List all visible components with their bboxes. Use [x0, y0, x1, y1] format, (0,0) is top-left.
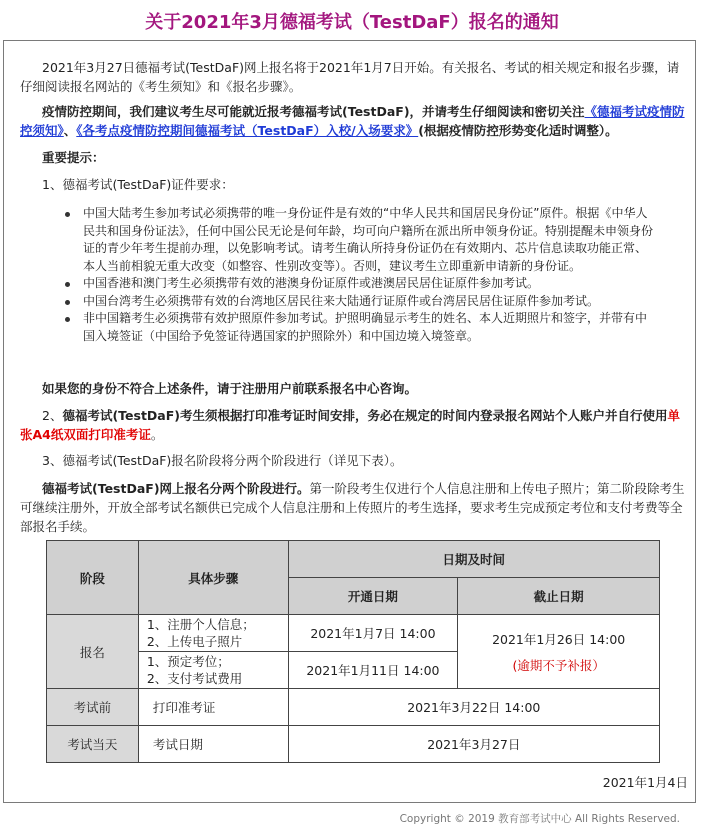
epidemic-tail: (根据疫情防控形势变化适时调整）。 [418, 123, 618, 138]
two-phase-rest: 第一阶段考生仅进行个人信息注册和上传电子照片；第二阶段除考生可继续注册外，开放全部考试名额供已完成个人信息注册和上传照片的考生选择，要求考生完成预定考位和支付考费等全部报名手续。 [20, 481, 685, 534]
header-open-date: 开通日期 [288, 578, 458, 615]
id-requirements-list [83, 205, 655, 345]
registration-steps-phase2 [138, 652, 288, 689]
a4-print-emphasis: 单张A4纸双面打印准考证 [20, 408, 681, 442]
registration-steps-phase1 [138, 615, 288, 652]
exam-day-step: 考试日期 [138, 726, 288, 763]
issue-date: 2021年1月4日 [602, 775, 688, 790]
two-phase-heading: 3、德福考试(TestDaF)报名阶段将分两个阶段进行（详见下表）。 [42, 453, 403, 468]
header-steps: 具体步骤 [138, 541, 288, 615]
page-title: 关于2021年3月德福考试（TestDaF）报名的通知 [145, 12, 559, 33]
copyright-footer: Copyright © 2019 教育部考试中心 All Rights Reserved. [399, 813, 680, 825]
list-item: 中国大陆考生参加考试必须携带的唯一身份证件是有效的“中华人民共和国居民身份证”原件。根据《中华人民共和国身份证法》，任何中国公民无论是何年龄，均可向户籍所在派出所申领身份证。特别提醒未申领身份证的青少年考生提前办理，以免影响考试。请考生确认所持身份证仍在有效期内、芯片信息读取功能正常、本人当前相貌无重大改变（如整容、性别改变等）。否则，建议考生立即重新申请新的身份证。 [83, 205, 655, 275]
list-item: 非中国籍考生必须携带有效护照原件参加考试。护照明确显示考生的姓名、本人近期照片和签字，并带有中国入境签证（中国给予免签证待遇国家的护照除外）和中国边境入境签章。 [83, 310, 655, 345]
header-datetime: 日期及时间 [288, 541, 659, 578]
header-close-date: 截止日期 [458, 578, 660, 615]
before-exam-date: 2021年3月22日 14:00 [288, 689, 659, 726]
epidemic-separator: 、 [63, 123, 77, 138]
exam-day-date: 2021年3月27日 [288, 726, 659, 763]
item2-end: 。 [150, 427, 164, 442]
item2-text: 德福考试(TestDaF)考生须根据打印准考证时间安排，务必在规定的时间内登录报名网站个人账户并自行使用 [62, 408, 668, 423]
important-heading: 重要提示： [42, 150, 105, 165]
close-date-text: 2021年1月26日 14:00 [492, 631, 626, 647]
intro-paragraph: 2021年3月27日德福考试(TestDaF)网上报名将于2021年1月7日开始。有关报名、考试的相关规定和报名步骤，请仔细阅读报名网站的《考生须知》和《报名步骤》。 [20, 60, 680, 94]
stage-registration: 报名 [47, 615, 139, 689]
registration-open-phase1: 2021年1月7日 14:00 [288, 615, 458, 652]
two-phase-paragraph [20, 479, 688, 536]
contact-note: 如果您的身份不符合上述条件，请于注册用户前联系报名中心咨询。 [42, 381, 418, 396]
epidemic-paragraph [20, 102, 688, 140]
step-text: 1、预定考位； [146, 654, 230, 669]
step-text: 2、支付考试费用 [146, 671, 243, 686]
epidemic-lead: 疫情防控期间，我们建议考生尽可能就近报考德福考试(TestDaF)，并请考生仔细阅读和密切关注 [42, 104, 585, 119]
stage-exam-day: 考试当天 [47, 726, 139, 763]
two-phase-bold: 德福考试(TestDaF)网上报名分两个阶段进行。 [42, 481, 310, 496]
registration-close [458, 615, 660, 689]
item2-number: 2、 [42, 408, 63, 423]
list-item: 中国香港和澳门考生必须携带有效的港澳身份证原件或港澳居民居住证原件参加考试。 [83, 275, 655, 293]
id-requirements-heading: 1、德福考试(TestDaF)证件要求： [42, 177, 234, 192]
schedule-table [46, 540, 660, 763]
step-text: 2、上传电子照片 [146, 634, 243, 649]
stage-before-exam: 考试前 [47, 689, 139, 726]
print-ticket-paragraph [20, 406, 688, 444]
registration-open-phase2: 2021年1月11日 14:00 [288, 652, 458, 689]
list-item: 中国台湾考生必须携带有效的台湾地区居民往来大陆通行证原件或台湾居民居住证原件参加考试。 [83, 293, 655, 311]
step-text: 1、注册个人信息； [146, 617, 255, 632]
no-late-registration-note: (逾期不予补报） [512, 657, 605, 673]
header-stage: 阶段 [47, 541, 139, 615]
test-center-requirements-link[interactable]: 《各考点疫情防控期间德福考试（TestDaF）入校/入场要求》 [76, 123, 419, 138]
before-exam-step: 打印准考证 [138, 689, 288, 726]
epidemic-guide-link[interactable]: 《德福考试疫情防控须知》 [20, 104, 685, 138]
